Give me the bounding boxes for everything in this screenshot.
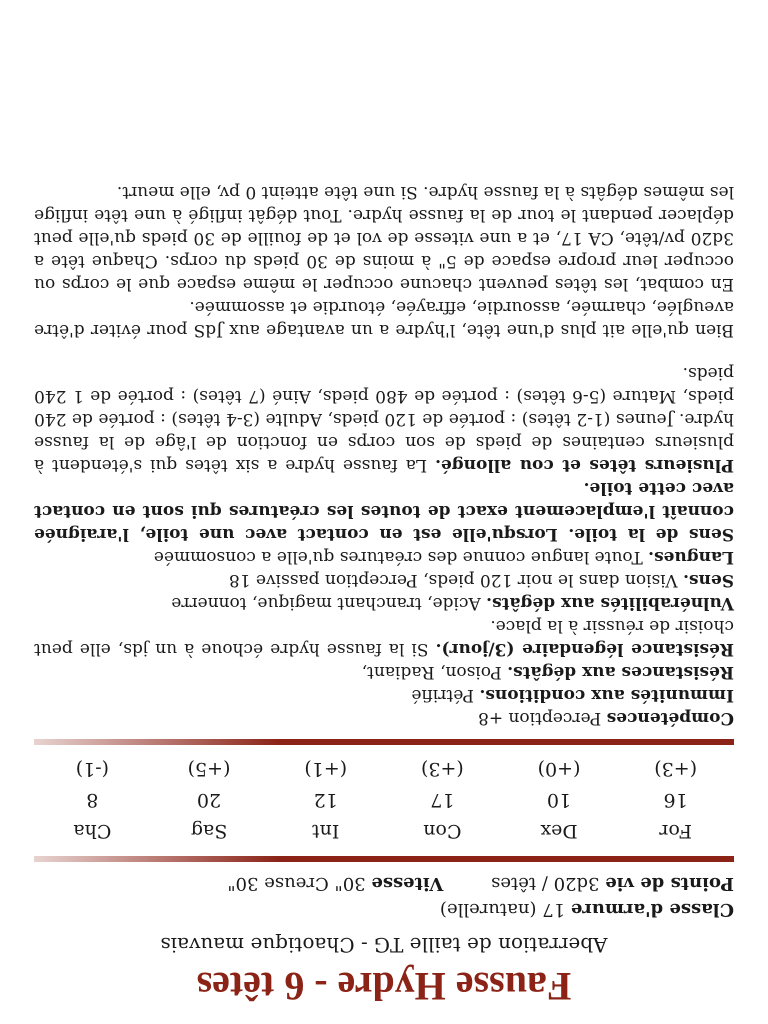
armor-class-line [34, 896, 734, 922]
legendary-resistance-value: Si la fausse hydre échoue à un jds, elle peut choisir de réussir à la place. [33, 616, 734, 659]
skills-value: Perception +8 [478, 708, 602, 728]
ability-score: 12 [313, 789, 338, 811]
multiple-heads-text: La fausse hydre a six têtes qui s'étendent à plusieurs centaines de pieds de son corps en fonction de l'âge de la fausse hydre. Jeunes (1-2 têtes) : portée de 120 pieds, Adulte (3-4 têtes) : portée de 240 pieds, Mature (5-6 têtes) : portée de 480 pieds, Ainé (7 têtes) : portée de 1 240 pieds. [34, 363, 734, 475]
web-sense-text: Sens de la toile. Lorsqu'elle est en contact avec une toile, l'araignée connaît l'emplacement exact de toutes les créatures qui sont en contact avec cette toile. [34, 478, 734, 544]
ability-modifier: (+1) [304, 758, 348, 780]
hit-points-label: Points de vie [605, 873, 734, 894]
languages-value: Toute langue connue des créatures qu'elle a consommée [153, 547, 643, 567]
multiple-heads-trait [34, 361, 734, 476]
ability-header: Int [312, 820, 340, 842]
ability-modifier: (+3) [420, 758, 464, 780]
skills-line [34, 706, 734, 729]
condition-immunities-label: Immunités aux conditions. [479, 685, 734, 705]
languages-label: Langues. [648, 547, 734, 567]
hit-points-line [34, 870, 734, 896]
ability-header: Con [423, 820, 462, 842]
multiple-heads-label: Plusieurs têtes et cou allongé. [435, 455, 734, 475]
advantage-paragraph: Bien qu'elle ait plus d'une tête, l'hydre a un avantage aux JdS pour éviter d'être aveuglée, charmée, assourdie, effrayée, étourdie et assommée. [34, 297, 734, 340]
section-divider [34, 739, 734, 745]
ability-scores-row [34, 784, 734, 815]
ability-score: 8 [86, 789, 99, 811]
hit-points-value: 3d20 / têtes [491, 873, 600, 894]
ability-modifier: (+5) [187, 758, 231, 780]
senses-value: Vision dans le noir 120 pieds, Perception passive 18 [228, 570, 678, 590]
ability-modifier: (+0) [537, 758, 581, 780]
speed-label: Vitesse [371, 873, 444, 894]
condition-immunities-value: Pétrifié [411, 685, 474, 705]
ability-score: 20 [196, 789, 222, 811]
damage-resistances-value: Poison, Radiant, [361, 662, 502, 682]
damage-vulnerabilities-value: Acide, tranchant magique, tonnerre [171, 593, 481, 613]
armor-class-value: 17 (naturelle) [439, 899, 566, 920]
languages-line [34, 545, 734, 568]
ability-header: Sag [190, 820, 228, 842]
damage-vulnerabilities-line [34, 591, 734, 614]
damage-resistances-label: Résistances aux dégâts. [507, 662, 734, 682]
creature-type: Aberration de taille TG - Chaotique mauvais [160, 933, 608, 957]
damage-vulnerabilities-label: Vulnérabilités aux dégâts. [486, 593, 734, 613]
ability-headers-row [34, 815, 734, 846]
damage-resistances-line [34, 660, 734, 683]
ability-score: 17 [430, 789, 455, 811]
ability-scores-table [34, 753, 734, 846]
ability-modifier: (+3) [654, 758, 698, 780]
web-sense-trait [34, 476, 734, 545]
page-title: Fausse Hydre - 6 têtes [196, 964, 572, 1009]
ability-score: 10 [546, 789, 572, 811]
ability-header: For [659, 820, 693, 842]
legendary-resistance-line [34, 614, 734, 660]
condition-immunities-line [34, 683, 734, 706]
ability-header: Cha [73, 820, 112, 842]
ability-mods-row [34, 753, 734, 784]
section-divider [34, 856, 734, 862]
armor-class-label: Classe d'armure [570, 899, 734, 920]
ability-header: Dex [540, 820, 578, 842]
senses-label: Sens. [683, 570, 734, 590]
ability-score: 16 [663, 789, 688, 811]
senses-line [34, 568, 734, 591]
combat-paragraph: En combat, les têtes peuvent chacune occuper le même espace que le corps ou occuper leur propre espace de 5" à moins de 30 pieds du corps. Chaque tête a 3d20 pv/tête, CA 17, et a une vitesse de vol et de fouille de 30 pieds qu'elle peut déplacer pendant le tour de la fausse hydre. Tout dégât infligé à une tête inflige les mêmes dégâts à la fausse hydre. Si une tête atteint 0 pv, elle meurt. [34, 182, 734, 294]
ability-modifier: (-1) [75, 758, 110, 780]
speed-value: 30" Creuse 30" [227, 873, 366, 894]
legendary-resistance-label: Résistance légendaire (3/jour). [435, 639, 734, 659]
skills-label: Compétences [606, 708, 734, 728]
